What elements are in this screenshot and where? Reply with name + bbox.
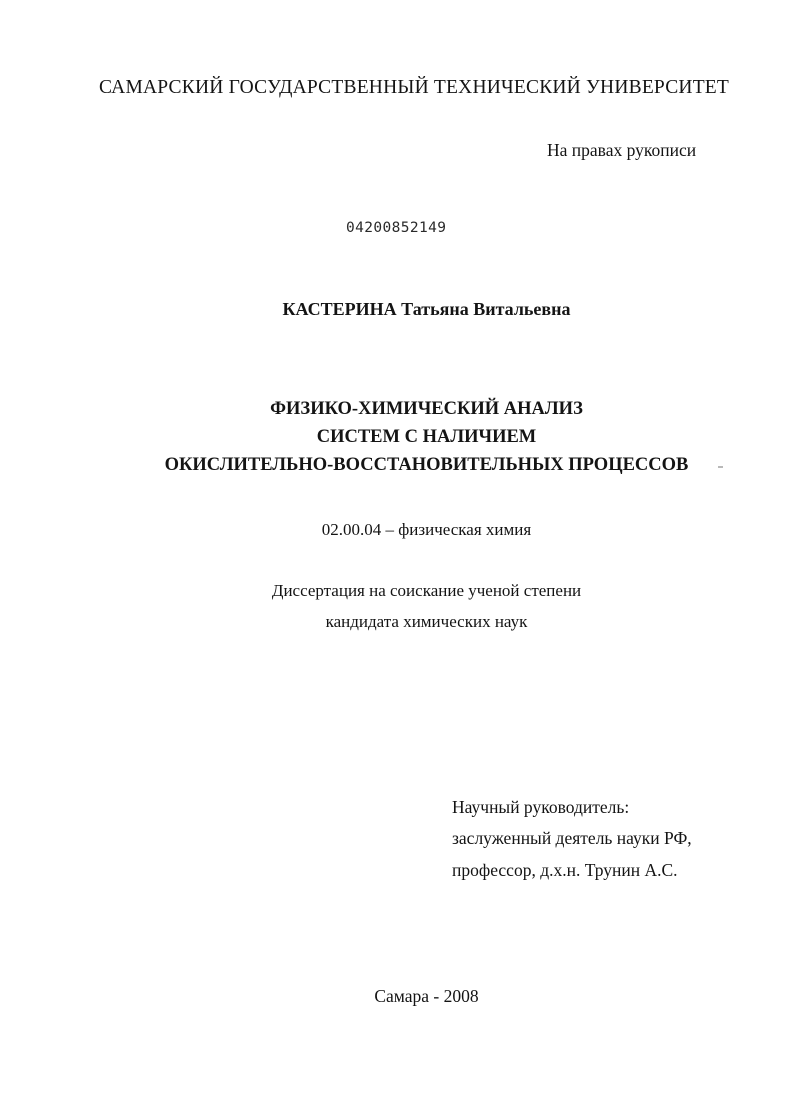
- title-line-2: СИСТЕМ С НАЛИЧИЕМ: [316, 427, 537, 447]
- title-line-3: ОКИСЛИТЕЛЬНО-ВОССТАНОВИТЕЛЬНЫХ ПРОЦЕССОВ: [164, 455, 689, 475]
- specialty-code: 02.00.04 – физическая химия: [321, 520, 532, 539]
- scan-speck: [718, 466, 723, 468]
- author-surname: КАСТЕРИНА: [282, 299, 397, 319]
- manuscript-note: На правах рукописи: [547, 140, 697, 160]
- advisor-title: заслуженный деятель науки РФ,: [452, 828, 692, 848]
- degree-line-1: Диссертация на соискание ученой степени: [271, 581, 582, 600]
- advisor-name: профессор, д.х.н. Трунин А.С.: [452, 860, 678, 880]
- title-line-1: ФИЗИКО-ХИМИЧЕСКИЙ АНАЛИЗ: [270, 399, 583, 419]
- catalog-code: 04200852149: [346, 220, 447, 236]
- university-name: САМАРСКИЙ ГОСУДАРСТВЕННЫЙ ТЕХНИЧЕСКИЙ УНИВЕРСИТЕТ: [98, 77, 730, 98]
- author-given-names: Татьяна Витальевна: [401, 299, 571, 319]
- degree-line-2: кандидата химических наук: [325, 612, 528, 631]
- dissertation-title: [0, 395, 798, 479]
- author-name: [0, 300, 798, 318]
- advisor-label: Научный руководитель:: [452, 797, 630, 817]
- city-year: Самара - 2008: [374, 986, 479, 1006]
